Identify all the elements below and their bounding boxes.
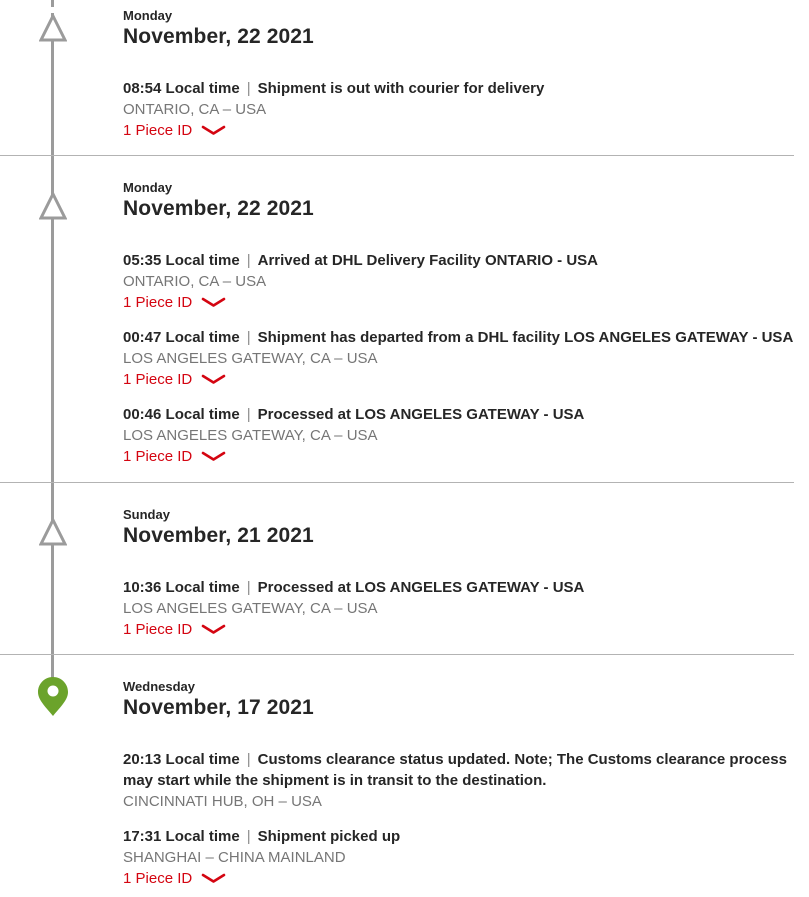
section-content bbox=[123, 679, 807, 889]
section-content bbox=[123, 507, 807, 640]
piece-id-toggle[interactable] bbox=[123, 292, 226, 313]
date-heading: November, 21 2021 bbox=[123, 524, 314, 547]
piece-id-label: 1 Piece ID bbox=[123, 448, 193, 465]
event-description: Shipment picked up bbox=[257, 828, 401, 845]
event-time: 08:54 Local time bbox=[123, 80, 240, 97]
piece-id-label: 1 Piece ID bbox=[123, 621, 193, 638]
event-headline bbox=[123, 78, 807, 99]
chevron-down-icon bbox=[201, 374, 226, 385]
piece-id-toggle[interactable] bbox=[123, 369, 226, 390]
tracking-event bbox=[123, 826, 807, 889]
event-headline bbox=[123, 749, 807, 791]
pipe-separator: | bbox=[246, 579, 251, 596]
event-time: 10:36 Local time bbox=[123, 579, 240, 596]
event-time: 00:47 Local time bbox=[123, 329, 240, 346]
section-content bbox=[123, 8, 807, 141]
pipe-separator: | bbox=[246, 252, 251, 269]
chevron-down-icon bbox=[201, 873, 226, 884]
events-list bbox=[123, 78, 807, 141]
event-headline bbox=[123, 327, 807, 348]
event-time: 17:31 Local time bbox=[123, 828, 240, 845]
pipe-separator: | bbox=[246, 751, 251, 768]
event-description: Shipment is out with courier for delivery bbox=[257, 80, 545, 97]
piece-id-toggle[interactable] bbox=[123, 120, 226, 141]
chevron-down-icon bbox=[201, 624, 226, 635]
events-list bbox=[123, 749, 807, 889]
event-location: SHANGHAI – CHINA MAINLAND bbox=[123, 849, 346, 866]
event-description: Processed at LOS ANGELES GATEWAY - USA bbox=[257, 579, 585, 596]
tracking-event bbox=[123, 78, 807, 141]
day-label: Monday bbox=[123, 180, 173, 195]
piece-id-toggle[interactable] bbox=[123, 868, 226, 889]
pipe-separator: | bbox=[246, 828, 251, 845]
event-headline bbox=[123, 250, 807, 271]
pipe-separator: | bbox=[246, 406, 251, 423]
pipe-separator: | bbox=[246, 80, 251, 97]
arrow-up-marker-icon bbox=[39, 518, 67, 551]
events-list bbox=[123, 577, 807, 640]
piece-id-toggle[interactable] bbox=[123, 446, 226, 467]
timeline-section bbox=[0, 483, 794, 655]
day-label: Wednesday bbox=[123, 679, 196, 694]
event-headline bbox=[123, 404, 807, 425]
events-list bbox=[123, 250, 807, 467]
event-location: LOS ANGELES GATEWAY, CA – USA bbox=[123, 427, 378, 444]
chevron-down-icon bbox=[201, 297, 226, 308]
timeline-section bbox=[0, 156, 794, 483]
event-description: Shipment has departed from a DHL facility LOS ANGELES GATEWAY - USA bbox=[257, 329, 794, 346]
tracking-event bbox=[123, 327, 807, 390]
event-location: LOS ANGELES GATEWAY, CA – USA bbox=[123, 600, 378, 617]
day-label: Sunday bbox=[123, 507, 170, 522]
piece-id-label: 1 Piece ID bbox=[123, 371, 193, 388]
chevron-down-icon bbox=[201, 451, 226, 462]
event-description: Customs clearance status updated. Note; The Customs clearance process may start while the shipment is in transit to the destination. bbox=[123, 751, 787, 789]
day-label: Monday bbox=[123, 8, 173, 23]
piece-id-toggle[interactable] bbox=[123, 619, 226, 640]
location-pin-icon bbox=[38, 677, 68, 721]
event-headline bbox=[123, 577, 807, 598]
event-location: CINCINNATI HUB, OH – USA bbox=[123, 793, 322, 810]
event-location: ONTARIO, CA – USA bbox=[123, 101, 267, 118]
timeline-section bbox=[0, 0, 794, 156]
tracking-event bbox=[123, 577, 807, 640]
arrow-up-marker-icon bbox=[39, 14, 67, 47]
arrow-up-marker-icon bbox=[39, 192, 67, 225]
piece-id-label: 1 Piece ID bbox=[123, 122, 193, 139]
date-heading: November, 17 2021 bbox=[123, 696, 314, 719]
piece-id-label: 1 Piece ID bbox=[123, 294, 193, 311]
piece-id-label: 1 Piece ID bbox=[123, 870, 193, 887]
timeline-section bbox=[0, 655, 794, 897]
pipe-separator: | bbox=[246, 329, 251, 346]
date-heading: November, 22 2021 bbox=[123, 25, 314, 48]
chevron-down-icon bbox=[201, 125, 226, 136]
event-description: Processed at LOS ANGELES GATEWAY - USA bbox=[257, 406, 585, 423]
tracking-event bbox=[123, 404, 807, 467]
date-heading: November, 22 2021 bbox=[123, 197, 314, 220]
tracking-event bbox=[123, 250, 807, 313]
event-location: ONTARIO, CA – USA bbox=[123, 273, 267, 290]
event-description: Arrived at DHL Delivery Facility ONTARIO - USA bbox=[257, 252, 598, 269]
tracking-event bbox=[123, 749, 807, 812]
event-headline bbox=[123, 826, 807, 847]
event-time: 20:13 Local time bbox=[123, 751, 240, 768]
section-content bbox=[123, 180, 807, 467]
event-time: 00:46 Local time bbox=[123, 406, 240, 423]
event-location: LOS ANGELES GATEWAY, CA – USA bbox=[123, 350, 378, 367]
event-time: 05:35 Local time bbox=[123, 252, 240, 269]
